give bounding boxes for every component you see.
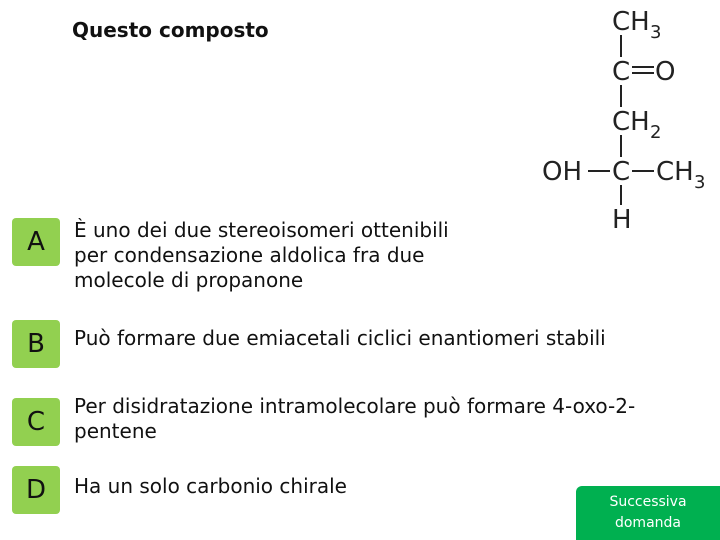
option-d-badge[interactable]: D <box>12 466 60 514</box>
atom-c4: C <box>612 157 631 187</box>
option-d-text[interactable] <box>74 474 347 499</box>
option-c-badge[interactable]: C <box>12 398 60 446</box>
subscript-2: 2 <box>650 122 662 143</box>
structural-formula <box>530 0 720 240</box>
atom-c5: CH <box>656 157 694 187</box>
atom-h: H <box>612 205 632 235</box>
option-a-line-1: È uno dei due stereoisomeri ottenibili <box>74 218 449 242</box>
atom-c1: CH <box>612 7 650 37</box>
subscript-3b: 3 <box>694 172 706 193</box>
option-a-text[interactable] <box>74 218 449 293</box>
option-c-line-2: pentene <box>74 419 157 443</box>
question-title: Questo composto <box>72 18 269 42</box>
atom-oh: OH <box>542 157 583 187</box>
option-a-line-2: per condensazione aldolica fra due <box>74 243 425 267</box>
option-a-line-3: molecole di propanone <box>74 268 304 292</box>
next-button-line-1: Successiva <box>609 494 687 510</box>
next-button-line-2: domanda <box>614 515 681 531</box>
option-c-line-1: Per disidratazione intramolecolare può formare 4-oxo-2- <box>74 394 636 418</box>
option-b-text[interactable] <box>74 326 606 351</box>
atom-c2: C <box>612 57 631 87</box>
atom-c3: CH <box>612 107 650 137</box>
option-c-text[interactable] <box>74 394 635 444</box>
subscript-3: 3 <box>650 22 662 43</box>
atom-o: O <box>655 57 676 87</box>
option-a-badge[interactable]: A <box>12 218 60 266</box>
option-b-badge[interactable]: B <box>12 320 60 368</box>
next-question-button[interactable] <box>576 486 720 540</box>
option-b-line-1: Può formare due emiacetali ciclici enantiomeri stabili <box>74 326 606 350</box>
option-d-line-1: Ha un solo carbonio chirale <box>74 474 347 498</box>
